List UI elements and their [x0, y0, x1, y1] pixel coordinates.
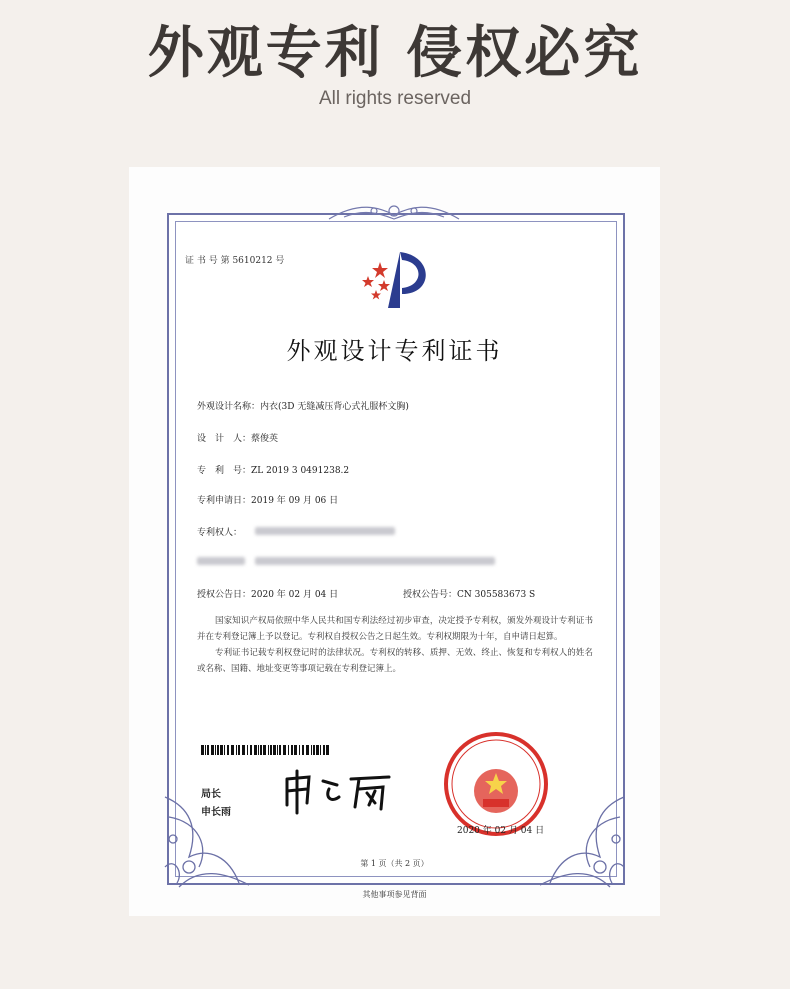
barcode-bar — [236, 745, 237, 755]
barcode-bar — [260, 745, 262, 755]
barcode-bar — [207, 745, 209, 755]
designer-field — [197, 431, 278, 444]
barcode-bar — [224, 745, 225, 755]
page-info: 第 1 页（共 2 页） — [360, 859, 429, 868]
barcode-bar — [268, 745, 269, 755]
footer-note: 其他事项参见背面 — [362, 890, 427, 899]
signer-name: 申长雨 — [201, 807, 231, 818]
barcode-bar — [220, 745, 223, 755]
barcode-bar — [201, 745, 204, 755]
barcode-bar — [311, 745, 312, 755]
body-paragraph: 国家知识产权局依照中华人民共和国专利法经过初步审查，决定授予专利权，颁发外观设计专利证书并在专利登记簿上予以登记。专利权自授权公告之日起生效。专利权期限为十年，自申请日起算。 — [197, 616, 593, 642]
grant-number-label: 授权公告号： — [403, 590, 458, 600]
page-title: 外观专利 侵权必究 — [147, 21, 643, 86]
certificate-body — [197, 613, 593, 677]
cnipa-logo-icon — [354, 250, 436, 314]
address-label-redacted — [197, 557, 245, 565]
barcode-bar — [227, 745, 229, 755]
grant-number-value: CN 305583673 S — [457, 590, 536, 600]
address-redacted — [255, 557, 495, 565]
body-paragraph: 专利证书记载专利权登记时的法律状况。专利权的转移、质押、无效、终止、恢复和专利权人的姓名或名称、国籍、地址变更等事项记载在专利登记簿上。 — [197, 648, 593, 674]
barcode-bar — [279, 745, 281, 755]
barcode-bar — [320, 745, 321, 755]
barcode-bar — [291, 745, 293, 755]
barcode-bar — [254, 745, 257, 755]
certificate-image — [129, 167, 660, 916]
signer-title: 局长 — [201, 789, 221, 800]
grant-date-value: 2020 年 02 月 04 日 — [251, 590, 339, 600]
page-subtitle: All rights reserved — [318, 88, 472, 109]
barcode-bar — [273, 745, 276, 755]
barcode-icon — [201, 745, 331, 755]
certificate-title: 外观设计专利证书 — [286, 337, 503, 365]
barcode-bar — [242, 745, 245, 755]
patentee-redacted — [255, 527, 395, 535]
barcode-bar — [270, 745, 272, 755]
patentee-field — [197, 525, 242, 538]
grant-number-field — [403, 587, 535, 600]
barcode-bar — [250, 745, 252, 755]
barcode-bar — [277, 745, 278, 755]
barcode-bar — [323, 745, 325, 755]
certificate-number: 证 书 号 第 5610212 号 — [185, 256, 285, 266]
design-name-value: 内衣(3D 无缝减压背心式礼服杯文胸) — [260, 402, 409, 412]
barcode-bar — [283, 745, 286, 755]
barcode-bar — [299, 745, 300, 755]
barcode-bar — [263, 745, 266, 755]
patent-number-value: ZL 2019 3 0491238.2 — [251, 466, 350, 476]
barcode-bar — [205, 745, 206, 755]
barcode-bar — [231, 745, 234, 755]
barcode-bar — [302, 745, 304, 755]
barcode-bar — [306, 745, 309, 755]
barcode-bar — [247, 745, 248, 755]
seal-date: 2020 年 02 月 04 日 — [457, 826, 545, 836]
barcode-bar — [316, 745, 319, 755]
patent-number-field — [197, 463, 349, 476]
patent-number-label: 专 利 号： — [197, 466, 252, 476]
grant-date-field — [197, 587, 338, 600]
filing-date-label: 专利申请日： — [197, 496, 252, 506]
designer-value: 蔡俊英 — [251, 434, 279, 444]
barcode-bar — [215, 745, 216, 755]
barcode-bar — [294, 745, 297, 755]
designer-label: 设 计 人： — [197, 434, 252, 444]
barcode-bar — [217, 745, 219, 755]
patentee-label: 专利权人： — [197, 528, 243, 538]
barcode-bar — [326, 745, 329, 755]
filing-date-field — [197, 493, 338, 506]
design-name-label: 外观设计名称： — [197, 402, 261, 412]
barcode-bar — [288, 745, 289, 755]
signature-icon — [279, 767, 399, 817]
filing-date-value: 2019 年 09 月 06 日 — [251, 496, 339, 506]
grant-date-label: 授权公告日： — [197, 590, 252, 600]
barcode-bar — [238, 745, 240, 755]
barcode-bar — [313, 745, 315, 755]
design-name-field — [197, 399, 409, 412]
barcode-bar — [211, 745, 214, 755]
barcode-bar — [258, 745, 259, 755]
